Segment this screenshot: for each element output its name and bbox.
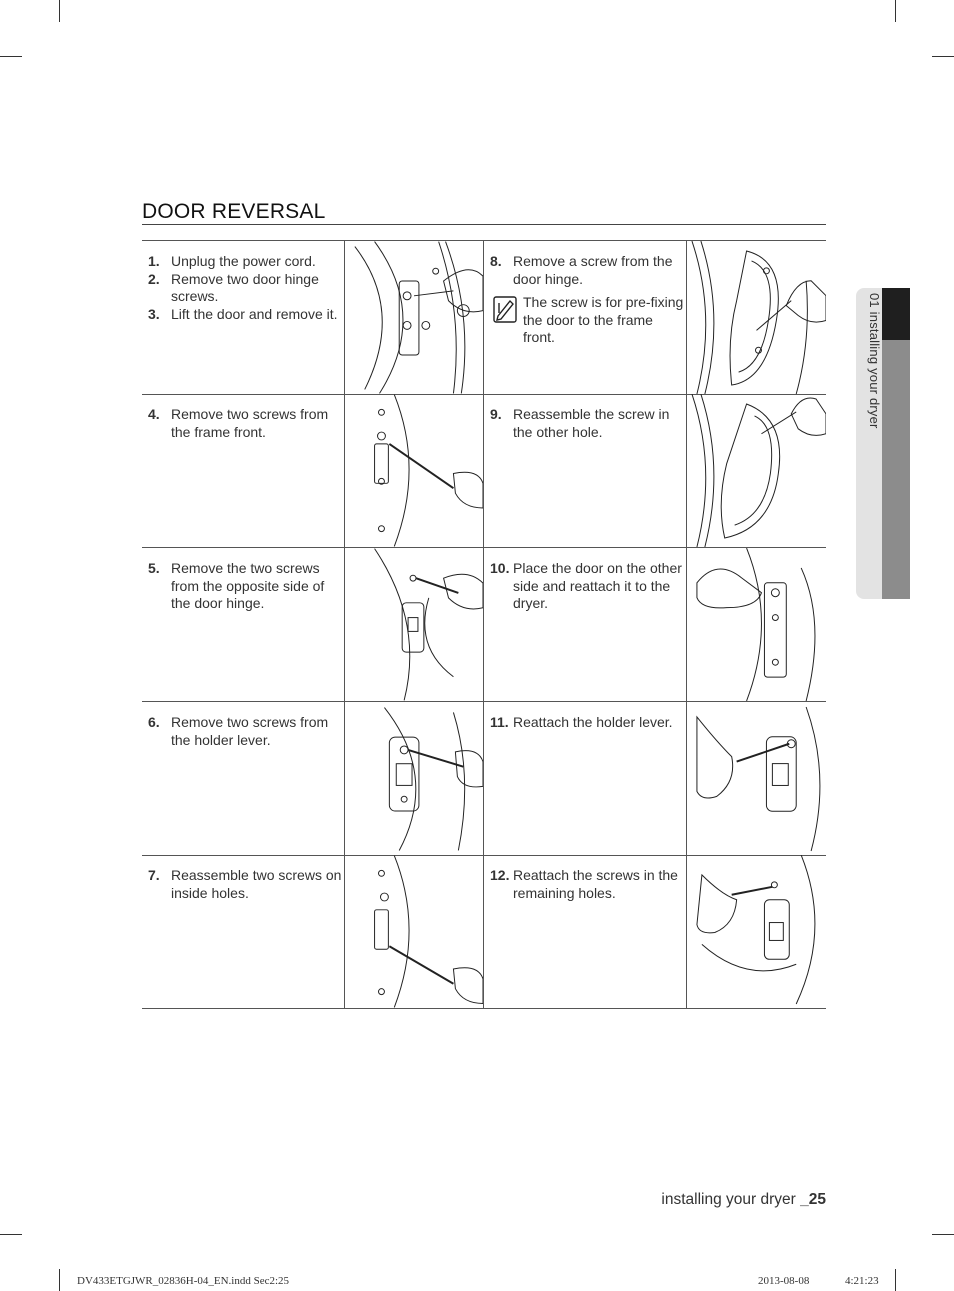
step-text-cell [485, 702, 687, 855]
step-text: Unplug the power cord. [171, 253, 316, 269]
step-item [485, 560, 687, 613]
steps-grid [142, 240, 826, 1008]
step-text-cell [142, 702, 344, 855]
section-tab-bar [882, 340, 910, 599]
page-footer [661, 1191, 826, 1209]
step-text-cell [485, 855, 687, 1008]
illustration-remaining-screws [686, 855, 826, 1008]
step-row [142, 702, 826, 856]
step-row [142, 548, 826, 702]
crop-mark [0, 56, 22, 57]
step-text-cell [485, 548, 687, 701]
crop-mark [59, 0, 60, 22]
step-number: 4. [148, 406, 160, 422]
illustration-frame-screws [344, 394, 484, 547]
step-number: 10. [490, 560, 510, 576]
step-item [142, 560, 344, 613]
step-item [485, 253, 687, 288]
illustration-reassemble-inside-screws [344, 855, 484, 1008]
step-text: Lift the door and remove it. [171, 305, 338, 322]
step-number: 5. [148, 560, 160, 576]
step-text: Remove two door hinge screws. [171, 270, 319, 305]
crop-mark [895, 0, 896, 22]
step-text: Remove two screws from the frame front. [171, 406, 329, 440]
note-pencil-icon [493, 296, 517, 323]
step-text: Reattach the screws in the remaining holes. [513, 867, 678, 901]
step-item [485, 714, 687, 732]
step-number: 1. [148, 253, 160, 269]
illustration-door-reattach [686, 548, 826, 701]
illustration-hinge-reassemble [686, 394, 826, 547]
step-text: Place the door on the other side and reattach it to the dryer. [513, 560, 682, 612]
illustration-hinge-screw [686, 241, 826, 394]
step-number: 12. [490, 867, 510, 883]
crop-mark [59, 1269, 60, 1291]
page-number: _25 [800, 1191, 826, 1208]
slug-filename: DV433ETGJWR_02836H-04_EN.indd Sec2:25 [77, 1275, 290, 1287]
crop-mark [932, 1234, 954, 1235]
step-text-cell [485, 394, 687, 547]
step-number: 11. [490, 714, 509, 730]
note-text: The screw is for pre-fixing the door to the frame front. [523, 294, 684, 346]
crop-mark [932, 56, 954, 57]
step-number: 2. [148, 270, 160, 287]
step-text-cell [142, 394, 344, 547]
step-text: Remove two screws from the holder lever. [171, 714, 329, 748]
step-text: Reattach the holder lever. [513, 714, 673, 730]
step-item [142, 253, 344, 271]
step-text: Remove the two screws from the opposite side of the door hinge. [171, 560, 325, 612]
illustration-opposite-hinge-screws [344, 548, 484, 701]
step-text: Reassemble two screws on inside holes. [171, 867, 342, 901]
step-row [142, 855, 826, 1009]
step-item [142, 306, 344, 324]
step-number: 3. [148, 305, 160, 322]
illustration-holder-lever-screws [344, 702, 484, 855]
step-number: 6. [148, 714, 160, 730]
section-tab-label: 01 installing your dryer [867, 293, 882, 429]
step-number: 9. [490, 406, 502, 422]
step-text-cell [142, 241, 344, 394]
step-item [485, 406, 687, 441]
step-number: 8. [490, 253, 502, 269]
step-item [485, 867, 687, 902]
step-row [142, 241, 826, 395]
note [485, 294, 687, 347]
page-title: DOOR REVERSAL [142, 200, 326, 223]
crop-mark [0, 1234, 22, 1235]
title-rule [142, 224, 826, 225]
step-item [142, 714, 344, 749]
step-text-cell [485, 241, 687, 394]
step-text: Reassemble the screw in the other hole. [513, 406, 670, 440]
step-item [142, 867, 344, 902]
crop-mark [895, 1269, 896, 1291]
step-text: Remove a screw from the door hinge. [513, 253, 673, 287]
step-row [142, 394, 826, 548]
slug-time: 4:21:23 [845, 1275, 879, 1287]
step-text-cell [142, 548, 344, 701]
footer-section: installing your dryer [661, 1191, 796, 1208]
step-text-cell [142, 855, 344, 1008]
step-item [142, 271, 344, 306]
slug-date: 2013-08-08 [758, 1275, 810, 1287]
illustration-door-hinge-removal [344, 241, 484, 394]
section-tab-marker [882, 288, 910, 340]
step-item [142, 406, 344, 441]
illustration-holder-lever-reattach [686, 702, 826, 855]
step-number: 7. [148, 867, 160, 883]
